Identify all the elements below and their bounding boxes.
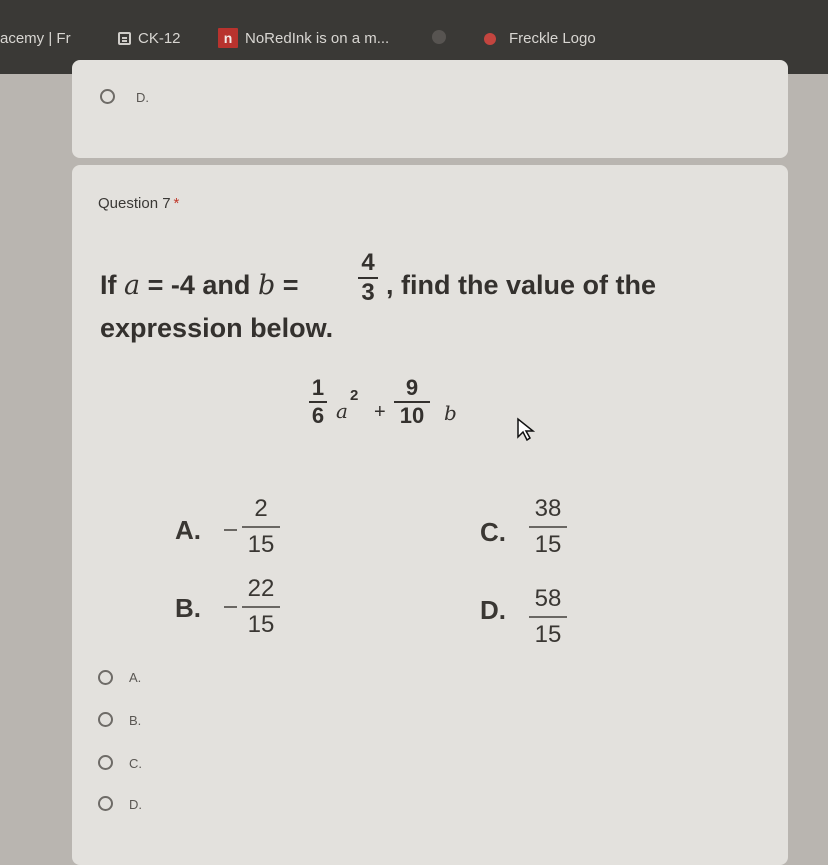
question-number: Question 7 [98, 195, 171, 212]
bookmark-label: Freckle Logo [509, 30, 596, 47]
noredink-icon: n [218, 28, 238, 48]
choice-a-letter: A. [175, 515, 201, 545]
fraction-numerator: 1 [311, 375, 325, 400]
radio-option-d-prev[interactable] [100, 89, 115, 104]
radio-option-c[interactable] [98, 755, 113, 770]
question-prompt-line2: expression below. [100, 313, 334, 343]
fraction-numerator: 58 [534, 585, 562, 612]
fraction-denominator: 3 [361, 279, 375, 306]
fraction-numerator: 38 [534, 495, 562, 522]
option-label: D. [136, 90, 149, 105]
term2-variable: b [444, 401, 457, 425]
question-prompt-line1 [100, 270, 299, 301]
prompt-text: = [282, 270, 299, 300]
variable-b: b [257, 270, 276, 301]
fraction-numerator: 4 [361, 249, 375, 276]
radio-option-d[interactable] [98, 796, 113, 811]
option-label: A. [129, 670, 142, 685]
choice-b-fraction [242, 575, 280, 639]
option-label: D. [129, 797, 142, 812]
choice-d-letter: D. [480, 595, 506, 625]
fraction-denominator: 15 [247, 610, 275, 638]
prompt-text: = -4 and [147, 270, 251, 300]
option-label: C. [129, 756, 142, 771]
blank-icon [432, 30, 446, 44]
choice-a-negative-sign [224, 529, 237, 531]
fraction-numerator: 22 [247, 575, 275, 602]
bookmark-ck12[interactable] [118, 30, 181, 47]
choice-c-letter: C. [480, 517, 506, 547]
fraction-numerator: 2 [254, 495, 268, 522]
choice-b-negative-sign [224, 606, 237, 608]
term1-fraction [309, 377, 327, 427]
radio-option-a[interactable] [98, 670, 113, 685]
radio-option-b[interactable] [98, 712, 113, 727]
fraction-numerator: 9 [405, 375, 419, 400]
bookmark-noredink[interactable] [218, 28, 389, 48]
b-value-fraction [358, 251, 378, 305]
bookmark-label: NoRedInk is on a m... [245, 29, 390, 47]
fraction-denominator: 10 [399, 403, 425, 428]
bookmark-label: acemy | Fr [0, 30, 71, 47]
choice-b-letter: B. [175, 593, 201, 623]
fraction-denominator: 15 [247, 530, 275, 558]
term1-exponent: 2 [350, 387, 359, 404]
freckle-icon [484, 33, 496, 45]
choice-c-fraction [529, 495, 567, 559]
option-label: B. [129, 713, 142, 728]
bookmark-academy[interactable] [0, 30, 71, 47]
term1-variable: a [336, 399, 348, 423]
question-prompt-tail: , find the value of the [386, 270, 657, 300]
ck12-icon [118, 32, 131, 45]
bookmark-freckle[interactable] [484, 30, 596, 47]
fraction-bar [242, 606, 280, 608]
bookmark-blank[interactable] [432, 30, 446, 44]
previous-question-card [72, 60, 788, 158]
required-mark: * [173, 195, 180, 212]
bookmark-label: CK-12 [138, 30, 181, 47]
plus-sign: + [374, 401, 386, 423]
variable-a: a [124, 270, 141, 301]
fraction-bar [529, 616, 567, 618]
fraction-denominator: 6 [311, 403, 325, 428]
choice-a-fraction [242, 495, 280, 559]
fraction-bar [242, 526, 280, 528]
term2-fraction [394, 377, 430, 427]
fraction-denominator: 15 [534, 620, 562, 648]
prompt-text: If [100, 270, 117, 300]
choice-d-fraction [529, 585, 567, 649]
question-card [72, 165, 788, 865]
question-title [98, 195, 179, 212]
fraction-bar [529, 526, 567, 528]
fraction-denominator: 15 [534, 530, 562, 558]
